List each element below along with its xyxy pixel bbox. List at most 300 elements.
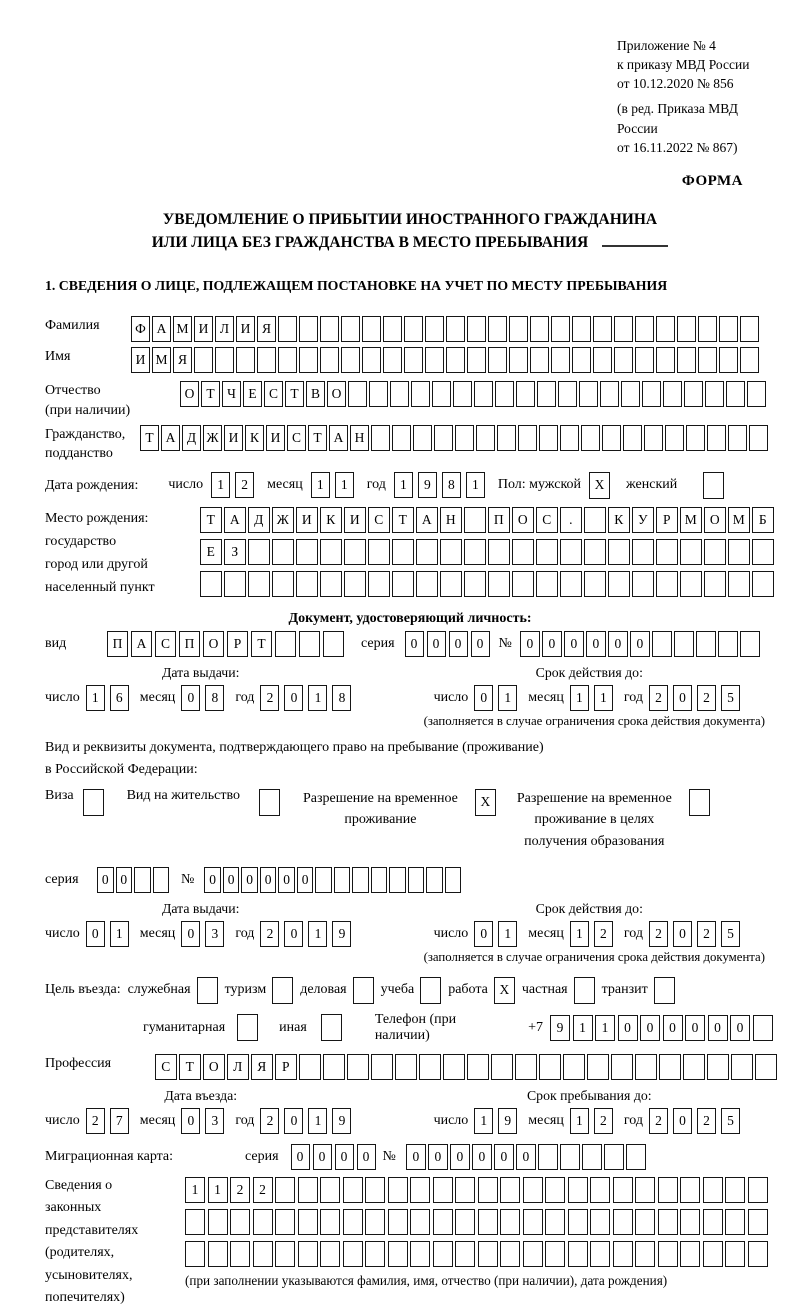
char-cell[interactable] <box>584 571 606 597</box>
char-cell[interactable] <box>703 472 724 499</box>
char-cell[interactable]: Ж <box>272 507 294 533</box>
char-cell[interactable] <box>635 1209 655 1235</box>
char-cell[interactable] <box>703 1177 723 1203</box>
char-cell[interactable] <box>545 1241 565 1267</box>
char-cell[interactable]: 5 <box>721 685 740 711</box>
char-cell[interactable] <box>408 867 425 893</box>
char-cell[interactable] <box>153 867 170 893</box>
char-cell[interactable] <box>632 571 654 597</box>
char-cell[interactable] <box>755 1054 777 1080</box>
char-cell[interactable]: 1 <box>211 472 230 498</box>
char-cell[interactable]: 0 <box>313 1144 332 1170</box>
char-cell[interactable]: 2 <box>594 1108 613 1134</box>
char-cell[interactable] <box>197 977 218 1004</box>
char-cell[interactable] <box>426 867 443 893</box>
char-cell[interactable] <box>568 1209 588 1235</box>
char-cell[interactable] <box>237 1014 258 1041</box>
char-cell[interactable]: 2 <box>235 472 254 498</box>
char-cell[interactable]: 1 <box>573 1015 593 1041</box>
char-cell[interactable] <box>365 1241 385 1267</box>
char-cell[interactable] <box>478 1241 498 1267</box>
char-cell[interactable] <box>545 1177 565 1203</box>
char-cell[interactable] <box>656 316 675 342</box>
char-cell[interactable] <box>523 1241 543 1267</box>
char-cell[interactable] <box>433 1209 453 1235</box>
char-cell[interactable]: А <box>416 507 438 533</box>
char-cell[interactable] <box>272 571 294 597</box>
char-cell[interactable]: 1 <box>86 685 105 711</box>
char-cell[interactable] <box>488 539 510 565</box>
char-cell[interactable] <box>476 425 495 451</box>
char-cell[interactable] <box>677 347 696 373</box>
char-cell[interactable] <box>752 539 774 565</box>
char-cell[interactable]: 0 <box>204 867 221 893</box>
char-cell[interactable] <box>747 381 766 407</box>
char-cell[interactable] <box>705 381 724 407</box>
char-cell[interactable]: 5 <box>721 1108 740 1134</box>
char-cell[interactable] <box>523 1209 543 1235</box>
char-cell[interactable] <box>512 539 534 565</box>
char-cell[interactable] <box>368 539 390 565</box>
char-cell[interactable]: О <box>203 631 224 657</box>
char-cell[interactable]: О <box>203 1054 225 1080</box>
char-cell[interactable] <box>446 316 465 342</box>
char-cell[interactable]: 0 <box>427 631 446 657</box>
char-cell[interactable]: 9 <box>332 921 351 947</box>
char-cell[interactable]: 0 <box>472 1144 492 1170</box>
char-cell[interactable] <box>677 316 696 342</box>
char-cell[interactable]: 0 <box>685 1015 705 1041</box>
char-cell[interactable] <box>530 347 549 373</box>
char-cell[interactable] <box>248 571 270 597</box>
char-cell[interactable] <box>689 789 710 816</box>
char-cell[interactable] <box>383 347 402 373</box>
char-cell[interactable] <box>440 571 462 597</box>
char-cell[interactable] <box>537 381 556 407</box>
char-cell[interactable] <box>464 539 486 565</box>
char-cell[interactable] <box>614 347 633 373</box>
char-cell[interactable] <box>272 539 294 565</box>
char-cell[interactable] <box>320 1177 340 1203</box>
char-cell[interactable] <box>572 347 591 373</box>
char-cell[interactable] <box>725 1241 745 1267</box>
char-cell[interactable]: 0 <box>181 921 200 947</box>
char-cell[interactable] <box>392 425 411 451</box>
char-cell[interactable] <box>353 977 374 1004</box>
char-cell[interactable]: П <box>107 631 128 657</box>
char-cell[interactable] <box>478 1177 498 1203</box>
char-cell[interactable] <box>582 1144 602 1170</box>
char-cell[interactable] <box>680 539 702 565</box>
char-cell[interactable] <box>632 539 654 565</box>
char-cell[interactable] <box>698 316 717 342</box>
char-cell[interactable] <box>272 977 293 1004</box>
char-cell[interactable] <box>320 1241 340 1267</box>
char-cell[interactable] <box>613 1241 633 1267</box>
char-cell[interactable]: 2 <box>649 1108 668 1134</box>
char-cell[interactable]: 2 <box>649 685 668 711</box>
char-cell[interactable]: 1 <box>311 472 330 498</box>
char-cell[interactable] <box>683 1054 705 1080</box>
char-cell[interactable] <box>704 571 726 597</box>
char-cell[interactable] <box>236 347 255 373</box>
char-cell[interactable] <box>395 1054 417 1080</box>
char-cell[interactable] <box>365 1209 385 1235</box>
char-cell[interactable]: Ф <box>131 316 150 342</box>
char-cell[interactable] <box>298 1177 318 1203</box>
char-cell[interactable]: О <box>704 507 726 533</box>
char-cell[interactable] <box>644 425 663 451</box>
char-cell[interactable] <box>464 571 486 597</box>
char-cell[interactable]: О <box>512 507 534 533</box>
char-cell[interactable]: 0 <box>97 867 114 893</box>
char-cell[interactable] <box>455 425 474 451</box>
char-cell[interactable] <box>419 1054 441 1080</box>
char-cell[interactable]: 2 <box>697 685 716 711</box>
char-cell[interactable] <box>416 571 438 597</box>
char-cell[interactable] <box>608 539 630 565</box>
char-cell[interactable]: 0 <box>284 921 303 947</box>
char-cell[interactable]: 1 <box>308 1108 327 1134</box>
char-cell[interactable]: 0 <box>241 867 258 893</box>
char-cell[interactable] <box>749 425 768 451</box>
char-cell[interactable] <box>560 539 582 565</box>
char-cell[interactable]: 0 <box>673 685 692 711</box>
char-cell[interactable] <box>545 1209 565 1235</box>
char-cell[interactable]: Я <box>173 347 192 373</box>
char-cell[interactable] <box>420 977 441 1004</box>
char-cell[interactable]: И <box>224 425 243 451</box>
char-cell[interactable] <box>392 539 414 565</box>
char-cell[interactable] <box>389 867 406 893</box>
char-cell[interactable] <box>488 347 507 373</box>
char-cell[interactable] <box>368 571 390 597</box>
char-cell[interactable] <box>416 539 438 565</box>
char-cell[interactable] <box>665 425 684 451</box>
char-cell[interactable] <box>320 539 342 565</box>
char-cell[interactable]: 2 <box>86 1108 105 1134</box>
char-cell[interactable]: 0 <box>608 631 628 657</box>
char-cell[interactable]: Я <box>251 1054 273 1080</box>
char-cell[interactable]: 5 <box>721 921 740 947</box>
char-cell[interactable] <box>725 1209 745 1235</box>
char-cell[interactable]: 0 <box>494 1144 514 1170</box>
char-cell[interactable]: 2 <box>260 685 279 711</box>
char-cell[interactable] <box>348 381 367 407</box>
char-cell[interactable]: 0 <box>223 867 240 893</box>
char-cell[interactable] <box>635 1177 655 1203</box>
char-cell[interactable]: 8 <box>442 472 461 498</box>
char-cell[interactable] <box>208 1209 228 1235</box>
char-cell[interactable] <box>659 1054 681 1080</box>
char-cell[interactable]: 3 <box>205 1108 224 1134</box>
char-cell[interactable] <box>680 571 702 597</box>
char-cell[interactable] <box>347 1054 369 1080</box>
char-cell[interactable] <box>551 347 570 373</box>
char-cell[interactable] <box>523 1177 543 1203</box>
char-cell[interactable] <box>593 347 612 373</box>
char-cell[interactable] <box>604 1144 624 1170</box>
char-cell[interactable]: И <box>194 316 213 342</box>
char-cell[interactable] <box>200 571 222 597</box>
char-cell[interactable] <box>296 539 318 565</box>
char-cell[interactable] <box>134 867 151 893</box>
char-cell[interactable]: М <box>173 316 192 342</box>
char-cell[interactable] <box>590 1241 610 1267</box>
char-cell[interactable] <box>590 1177 610 1203</box>
char-cell[interactable]: Т <box>285 381 304 407</box>
char-cell[interactable]: А <box>329 425 348 451</box>
char-cell[interactable] <box>568 1177 588 1203</box>
char-cell[interactable]: О <box>180 381 199 407</box>
char-cell[interactable] <box>230 1209 250 1235</box>
char-cell[interactable]: И <box>344 507 366 533</box>
char-cell[interactable]: 1 <box>394 472 413 498</box>
char-cell[interactable] <box>500 1209 520 1235</box>
char-cell[interactable]: 2 <box>649 921 668 947</box>
char-cell[interactable]: 1 <box>308 921 327 947</box>
char-cell[interactable]: 0 <box>406 1144 426 1170</box>
char-cell[interactable]: 1 <box>498 685 517 711</box>
char-cell[interactable] <box>497 425 516 451</box>
char-cell[interactable] <box>278 316 297 342</box>
char-cell[interactable] <box>740 631 760 657</box>
char-cell[interactable] <box>654 977 675 1004</box>
char-cell[interactable] <box>626 1144 646 1170</box>
char-cell[interactable] <box>509 347 528 373</box>
char-cell[interactable]: С <box>287 425 306 451</box>
char-cell[interactable] <box>518 425 537 451</box>
char-cell[interactable] <box>388 1209 408 1235</box>
char-cell[interactable]: Ч <box>222 381 241 407</box>
char-cell[interactable]: 0 <box>673 921 692 947</box>
char-cell[interactable]: 1 <box>570 1108 589 1134</box>
char-cell[interactable] <box>443 1054 465 1080</box>
char-cell[interactable]: Е <box>243 381 262 407</box>
char-cell[interactable]: А <box>131 631 152 657</box>
char-cell[interactable]: 0 <box>284 1108 303 1134</box>
char-cell[interactable]: 1 <box>308 685 327 711</box>
char-cell[interactable] <box>590 1209 610 1235</box>
char-cell[interactable]: У <box>632 507 654 533</box>
char-cell[interactable]: Д <box>182 425 201 451</box>
char-cell[interactable] <box>568 1241 588 1267</box>
char-cell[interactable] <box>433 1177 453 1203</box>
char-cell[interactable] <box>299 316 318 342</box>
char-cell[interactable] <box>410 1209 430 1235</box>
char-cell[interactable]: Т <box>201 381 220 407</box>
char-cell[interactable] <box>299 347 318 373</box>
char-cell[interactable] <box>516 381 535 407</box>
char-cell[interactable] <box>584 539 606 565</box>
char-cell[interactable] <box>259 789 280 816</box>
char-cell[interactable]: С <box>368 507 390 533</box>
char-cell[interactable] <box>753 1015 773 1041</box>
char-cell[interactable] <box>663 381 682 407</box>
char-cell[interactable] <box>539 425 558 451</box>
char-cell[interactable]: 0 <box>291 1144 310 1170</box>
char-cell[interactable] <box>425 347 444 373</box>
char-cell[interactable] <box>488 571 510 597</box>
char-cell[interactable] <box>581 425 600 451</box>
char-cell[interactable] <box>748 1241 768 1267</box>
char-cell[interactable] <box>478 1209 498 1235</box>
char-cell[interactable] <box>680 1209 700 1235</box>
char-cell[interactable]: 1 <box>466 472 485 498</box>
char-cell[interactable]: Б <box>752 507 774 533</box>
char-cell[interactable] <box>536 571 558 597</box>
char-cell[interactable] <box>623 425 642 451</box>
char-cell[interactable]: 0 <box>630 631 650 657</box>
char-cell[interactable] <box>185 1241 205 1267</box>
char-cell[interactable]: 1 <box>498 921 517 947</box>
char-cell[interactable] <box>194 347 213 373</box>
char-cell[interactable]: 8 <box>332 685 351 711</box>
char-cell[interactable] <box>731 1054 753 1080</box>
char-cell[interactable] <box>411 381 430 407</box>
char-cell[interactable] <box>698 347 717 373</box>
char-cell[interactable] <box>686 425 705 451</box>
char-cell[interactable]: С <box>264 381 283 407</box>
char-cell[interactable]: В <box>306 381 325 407</box>
char-cell[interactable]: 0 <box>708 1015 728 1041</box>
char-cell[interactable] <box>680 1177 700 1203</box>
char-cell[interactable] <box>613 1209 633 1235</box>
char-cell[interactable] <box>551 316 570 342</box>
char-cell[interactable]: К <box>320 507 342 533</box>
char-cell[interactable] <box>635 347 654 373</box>
char-cell[interactable] <box>275 1177 295 1203</box>
char-cell[interactable] <box>593 316 612 342</box>
char-cell[interactable] <box>674 631 694 657</box>
char-cell[interactable] <box>185 1209 205 1235</box>
char-cell[interactable] <box>453 381 472 407</box>
char-cell[interactable]: 0 <box>542 631 562 657</box>
char-cell[interactable] <box>320 347 339 373</box>
char-cell[interactable] <box>257 347 276 373</box>
char-cell[interactable]: Т <box>179 1054 201 1080</box>
char-cell[interactable]: Н <box>350 425 369 451</box>
char-cell[interactable]: З <box>224 539 246 565</box>
char-cell[interactable] <box>215 347 234 373</box>
char-cell[interactable] <box>608 571 630 597</box>
char-cell[interactable] <box>410 1241 430 1267</box>
char-cell[interactable] <box>703 1241 723 1267</box>
char-cell[interactable]: 0 <box>640 1015 660 1041</box>
char-cell[interactable]: С <box>155 631 176 657</box>
char-cell[interactable] <box>740 347 759 373</box>
char-cell[interactable] <box>656 571 678 597</box>
char-cell[interactable] <box>509 316 528 342</box>
char-cell[interactable] <box>298 1209 318 1235</box>
char-cell[interactable] <box>560 425 579 451</box>
char-cell[interactable] <box>432 381 451 407</box>
char-cell[interactable] <box>299 631 320 657</box>
char-cell[interactable]: О <box>327 381 346 407</box>
char-cell[interactable]: 2 <box>260 921 279 947</box>
char-cell[interactable] <box>704 539 726 565</box>
char-cell[interactable]: А <box>152 316 171 342</box>
char-cell[interactable] <box>253 1241 273 1267</box>
char-cell[interactable]: 3 <box>205 921 224 947</box>
char-cell[interactable] <box>320 571 342 597</box>
char-cell[interactable] <box>343 1177 363 1203</box>
char-cell[interactable] <box>748 1209 768 1235</box>
char-cell[interactable] <box>602 425 621 451</box>
char-cell[interactable] <box>560 1144 580 1170</box>
char-cell[interactable] <box>726 381 745 407</box>
char-cell[interactable] <box>614 316 633 342</box>
char-cell[interactable] <box>320 316 339 342</box>
char-cell[interactable]: 0 <box>663 1015 683 1041</box>
char-cell[interactable]: И <box>296 507 318 533</box>
char-cell[interactable] <box>491 1054 513 1080</box>
char-cell[interactable] <box>275 1209 295 1235</box>
char-cell[interactable]: Т <box>251 631 272 657</box>
char-cell[interactable] <box>248 539 270 565</box>
char-cell[interactable]: 1 <box>570 921 589 947</box>
char-cell[interactable] <box>253 1209 273 1235</box>
char-cell[interactable]: А <box>224 507 246 533</box>
char-cell[interactable]: П <box>488 507 510 533</box>
char-cell[interactable]: 9 <box>418 472 437 498</box>
char-cell[interactable]: 0 <box>260 867 277 893</box>
char-cell[interactable]: 0 <box>357 1144 376 1170</box>
char-cell[interactable] <box>455 1209 475 1235</box>
char-cell[interactable] <box>579 381 598 407</box>
char-cell[interactable] <box>467 316 486 342</box>
char-cell[interactable] <box>635 1054 657 1080</box>
char-cell[interactable] <box>488 316 507 342</box>
char-cell[interactable] <box>495 381 514 407</box>
char-cell[interactable] <box>500 1177 520 1203</box>
char-cell[interactable]: 1 <box>595 1015 615 1041</box>
char-cell[interactable] <box>404 316 423 342</box>
char-cell[interactable] <box>344 539 366 565</box>
char-cell[interactable] <box>341 347 360 373</box>
char-cell[interactable]: 0 <box>297 867 314 893</box>
char-cell[interactable]: И <box>131 347 150 373</box>
char-cell[interactable]: Т <box>308 425 327 451</box>
char-cell[interactable] <box>658 1241 678 1267</box>
char-cell[interactable] <box>362 347 381 373</box>
char-cell[interactable]: 0 <box>586 631 606 657</box>
char-cell[interactable] <box>365 1177 385 1203</box>
char-cell[interactable] <box>455 1177 475 1203</box>
char-cell[interactable] <box>371 1054 393 1080</box>
char-cell[interactable] <box>388 1241 408 1267</box>
char-cell[interactable]: 0 <box>516 1144 536 1170</box>
char-cell[interactable] <box>621 381 640 407</box>
char-cell[interactable] <box>748 1177 768 1203</box>
char-cell[interactable] <box>684 381 703 407</box>
char-cell[interactable] <box>344 571 366 597</box>
char-cell[interactable] <box>574 977 595 1004</box>
char-cell[interactable]: Л <box>215 316 234 342</box>
char-cell[interactable] <box>584 507 606 533</box>
char-cell[interactable] <box>752 571 774 597</box>
char-cell[interactable] <box>719 347 738 373</box>
char-cell[interactable] <box>515 1054 537 1080</box>
char-cell[interactable]: Р <box>656 507 678 533</box>
char-cell[interactable] <box>410 1177 430 1203</box>
char-cell[interactable]: 0 <box>278 867 295 893</box>
char-cell[interactable] <box>433 1241 453 1267</box>
char-cell[interactable] <box>369 381 388 407</box>
char-cell[interactable] <box>572 316 591 342</box>
char-cell[interactable]: 8 <box>205 685 224 711</box>
char-cell[interactable] <box>445 867 462 893</box>
